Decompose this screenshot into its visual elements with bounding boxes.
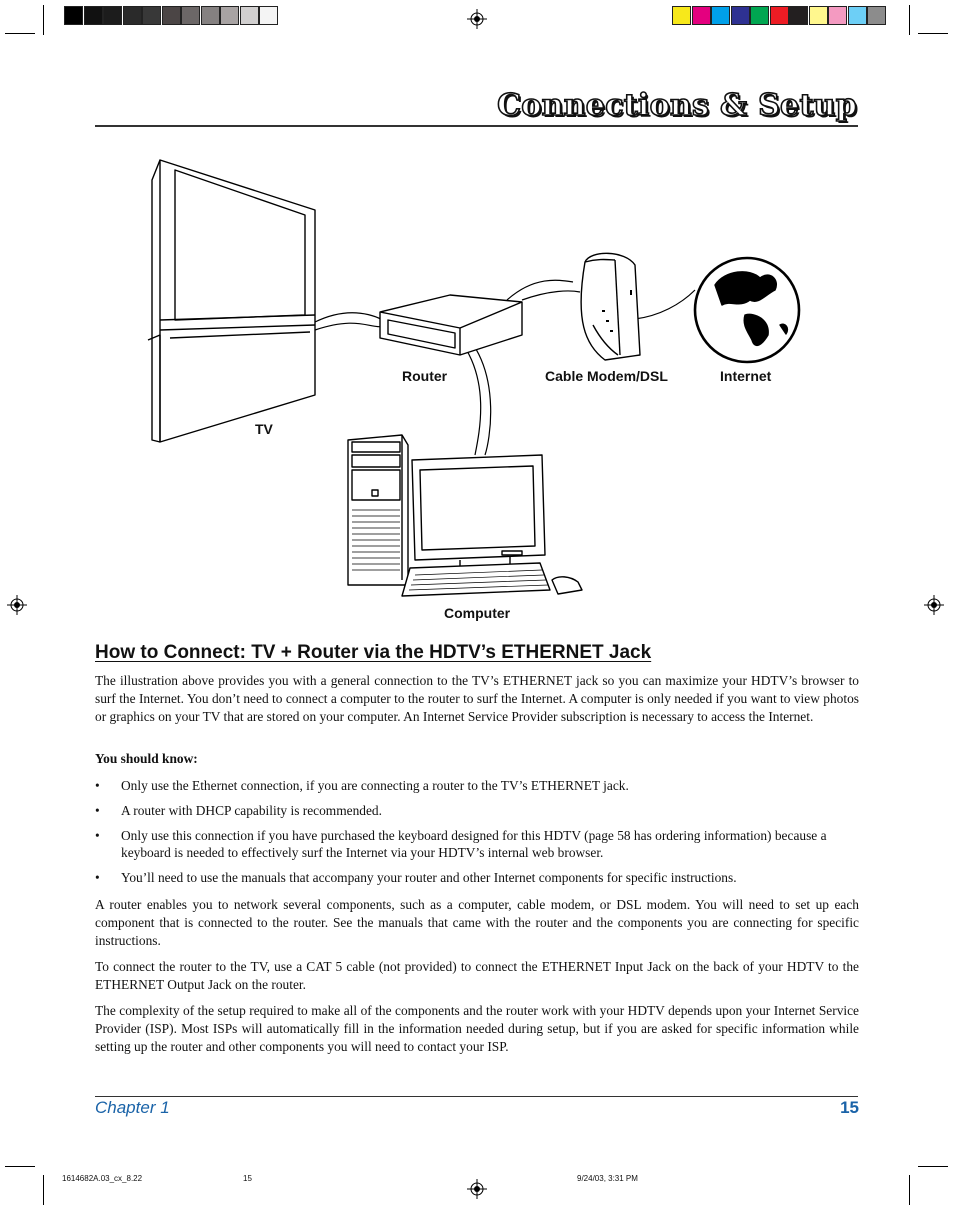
slug-page: 15: [243, 1174, 252, 1183]
color-swatch: [692, 6, 711, 25]
color-swatch: [201, 6, 220, 25]
color-swatch: [181, 6, 200, 25]
cable-modem-icon: [581, 253, 640, 360]
bullet-text: You’ll need to use the manuals that accompany your router and other Internet components for specific instructions.: [121, 870, 737, 885]
bullet-list: [95, 777, 859, 894]
color-swatch: [731, 6, 750, 25]
mouse-icon: [552, 577, 582, 594]
color-swatch: [848, 6, 867, 25]
bullet-dot: •: [95, 778, 100, 793]
color-swatch: [240, 6, 259, 25]
isp-paragraph: The complexity of the setup required to make all of the components and the router work with your HDTV depends upon your Internet Service Provider (ISP). Most ISPs will automatically fill in the information needed during setup, but if you are asked for specific information while setting up the router and other components you will need to contact your ISP.: [95, 1003, 859, 1054]
registration-mark-icon: [467, 9, 487, 29]
bullet-dot: •: [95, 828, 100, 843]
cable-modem-label: Cable Modem/DSL: [545, 368, 668, 384]
list-item: [95, 802, 859, 819]
color-swatch: [750, 6, 769, 25]
router-paragraph: A router enables you to network several components, such as a computer, cable modem, or DSL modem. You will need to set up each component that is connected to the router. See the manuals that came with the router and the components you are connecting for specific instructions.: [95, 897, 859, 948]
bullet-text: A router with DHCP capability is recommended.: [121, 803, 382, 818]
chapter-label: Chapter 1: [95, 1098, 170, 1117]
footer-rule: [95, 1096, 858, 1097]
color-swatch: [162, 6, 181, 25]
color-swatch: [789, 6, 808, 25]
computer-label: Computer: [444, 605, 511, 621]
color-swatch: [123, 6, 142, 25]
color-swatch: [84, 6, 103, 25]
bullet-text: Only use this connection if you have purchased the keyboard designed for this HDTV (page 58 has ordering information) because a keyboard is needed to effectively surf the Internet via your HDTV’s internal web browser.: [121, 828, 827, 860]
router-label: Router: [402, 368, 448, 384]
crop-mark: [909, 1175, 910, 1205]
crop-mark: [909, 5, 910, 35]
color-swatch: [103, 6, 122, 25]
color-swatch: [220, 6, 239, 25]
page-title: Connections & Setup: [497, 88, 857, 123]
header-rule: [95, 125, 858, 127]
bullet-dot: •: [95, 803, 100, 818]
bullet-text: Only use the Ethernet connection, if you are connecting a router to the TV’s ETHERNET jack.: [121, 778, 629, 793]
color-swatch: [711, 6, 730, 25]
crop-mark: [918, 33, 948, 34]
page-number: 15: [840, 1098, 859, 1117]
slug-file: 1614682A.03_cx_8.22: [62, 1174, 143, 1183]
color-swatch: [64, 6, 83, 25]
network-illustration: [130, 150, 810, 610]
router-icon: [380, 295, 522, 355]
slug-date: 9/24/03, 3:31 PM: [577, 1174, 638, 1183]
list-item: [95, 827, 859, 861]
color-swatch: [259, 6, 278, 25]
registration-mark-icon: [924, 595, 944, 615]
bullet-dot: •: [95, 870, 100, 885]
section-heading: How to Connect: TV + Router via the HDTV’s ETHERNET Jack: [95, 642, 652, 663]
registration-mark-icon: [467, 1179, 487, 1199]
crop-mark: [5, 33, 35, 34]
globe-icon: [695, 258, 799, 362]
should-know-heading: You should know:: [95, 751, 198, 766]
computer-tower-icon: [348, 435, 408, 585]
cable-paragraph: To connect the router to the TV, use a CAT 5 cable (not provided) to connect the ETHERNET Input Jack on the back of your HDTV to the ETHERNET Output Jack on the router.: [95, 959, 859, 992]
internet-label: Internet: [720, 368, 772, 384]
color-swatch: [867, 6, 886, 25]
computer-monitor-icon: [412, 455, 545, 568]
list-item: [95, 869, 859, 886]
crop-mark: [43, 5, 44, 35]
keyboard-icon: [402, 563, 550, 596]
color-swatch: [809, 6, 828, 25]
intro-paragraph: The illustration above provides you with a general connection to the TV’s ETHERNET jack so you can maximize your HDTV’s browser to surf the Internet. You don’t need to connect a computer to the router to surf the Internet. A computer is only needed if you want to view photos or graphics on your TV that are stored on your computer. An Internet Service Provider subscription is necessary to access the Internet.: [95, 673, 859, 724]
color-swatch: [770, 6, 789, 25]
color-swatch: [828, 6, 847, 25]
tv-icon: [148, 160, 315, 442]
color-swatch: [672, 6, 691, 25]
crop-mark: [5, 1166, 35, 1167]
color-swatch: [142, 6, 161, 25]
registration-mark-icon: [7, 595, 27, 615]
crop-mark: [918, 1166, 948, 1167]
crop-mark: [43, 1175, 44, 1205]
list-item: [95, 777, 859, 794]
tv-label: TV: [255, 421, 273, 437]
